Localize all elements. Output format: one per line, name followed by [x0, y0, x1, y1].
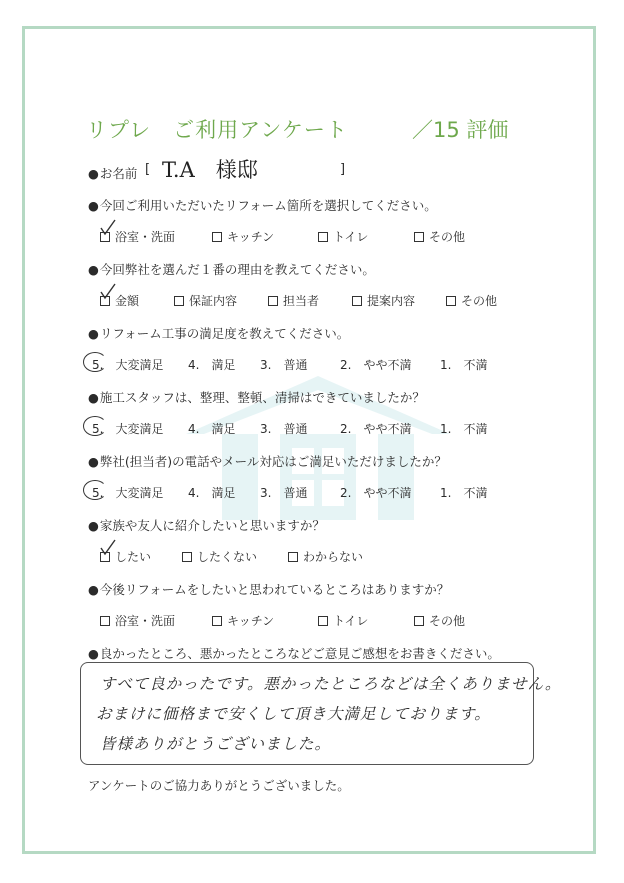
closing-message: アンケートのご協力ありがとうございました。 — [88, 778, 350, 793]
q5-rating-4[interactable]: 4. 満足 — [188, 486, 236, 500]
selection-circle — [83, 352, 107, 372]
question-4: ● 施工スタッフは、整理、整頓、清掃はできていましたか？ — [88, 388, 425, 406]
q5-rating-3[interactable]: 3. 普通 — [260, 486, 308, 500]
selection-circle — [83, 480, 107, 500]
question-3: ● リフォーム工事の満足度を教えてください。 — [88, 324, 349, 342]
q1-option-bath[interactable]: 浴室・洗面 — [100, 228, 175, 245]
q5-rating-5[interactable]: 5. 大変満足 — [92, 486, 164, 500]
q4-rating-4[interactable]: 4. 満足 — [188, 422, 236, 436]
q7-option-bath[interactable]: 浴室・洗面 — [100, 612, 175, 629]
q3-rating-1[interactable]: 1. 不満 — [440, 358, 488, 372]
question-1: ● 今回ご利用いただいたリフォーム箇所を選択してください。 — [88, 196, 437, 214]
question-2: ● 今回弊社を選んだ１番の理由を教えてください。 — [88, 260, 375, 278]
checkbox[interactable] — [414, 232, 424, 242]
q4-rating-5[interactable]: 5. 大変満足 — [92, 422, 164, 436]
q4-rating-2[interactable]: 2. やや不満 — [340, 422, 412, 436]
comment-line-1: すべて良かったです。悪かったところなどは全くありません。 — [100, 675, 562, 693]
checkmark-icon — [99, 282, 119, 302]
q3-rating-3[interactable]: 3. 普通 — [260, 358, 308, 372]
q3-rating-4[interactable]: 4. 満足 — [188, 358, 236, 372]
checkbox[interactable] — [174, 296, 184, 306]
q2-option-proposal[interactable]: 提案内容 — [352, 292, 415, 309]
checkbox[interactable] — [100, 616, 110, 626]
q2-option-warranty[interactable]: 保証内容 — [174, 292, 237, 309]
q1-option-other[interactable]: その他 — [414, 228, 465, 245]
q7-option-other[interactable]: その他 — [414, 612, 465, 629]
name-value: T.A 様邸 — [162, 158, 258, 182]
q2-option-other[interactable]: その他 — [446, 292, 497, 309]
checkbox[interactable] — [318, 616, 328, 626]
checkmark-icon — [99, 538, 119, 558]
score-label: ／15 評価 — [412, 118, 509, 142]
checkbox[interactable] — [318, 232, 328, 242]
q7-option-toilet[interactable]: トイレ — [318, 612, 368, 629]
comment-line-3: 皆様ありがとうございました。 — [100, 735, 332, 753]
question-5: ● 弊社(担当者)の電話やメール対応はご満足いただけましたか？ — [88, 452, 447, 470]
checkbox[interactable] — [212, 616, 222, 626]
q3-rating-5[interactable]: 5. 大変満足 — [92, 358, 164, 372]
q5-rating-1[interactable]: 1. 不満 — [440, 486, 488, 500]
name-bracket-open: [ — [145, 162, 151, 177]
checkbox[interactable] — [352, 296, 362, 306]
checkbox[interactable] — [288, 552, 298, 562]
question-8: ● 良かったところ、悪かったところなどご意見ご感想をお書きください。 — [88, 644, 500, 662]
checkbox[interactable] — [268, 296, 278, 306]
comment-line-2: おまけに価格まで安くして頂き大満足しております。 — [96, 705, 491, 723]
q5-rating-2[interactable]: 2. やや不満 — [340, 486, 412, 500]
checkbox[interactable] — [414, 616, 424, 626]
q6-option-no[interactable]: したくない — [182, 548, 257, 565]
name-bracket-close: ] — [340, 162, 346, 177]
question-7: ● 今後リフォームをしたいと思われているところはありますか？ — [88, 580, 449, 598]
q3-rating-2[interactable]: 2. やや不満 — [340, 358, 412, 372]
survey-title: リプレ ご利用アンケート — [86, 118, 348, 142]
name-label: ● お名前 — [88, 164, 137, 182]
checkbox[interactable] — [212, 232, 222, 242]
checkbox[interactable] — [446, 296, 456, 306]
question-6: ● 家族や友人に紹介したいと思いますか？ — [88, 516, 325, 534]
selection-circle — [83, 416, 107, 436]
q7-option-kitchen[interactable]: キッチン — [212, 612, 274, 629]
q1-option-toilet[interactable]: トイレ — [318, 228, 368, 245]
q6-option-yes[interactable]: したい — [100, 548, 151, 565]
checkbox[interactable] — [182, 552, 192, 562]
q6-option-unsure[interactable]: わからない — [288, 548, 363, 565]
q1-option-kitchen[interactable]: キッチン — [212, 228, 274, 245]
q2-option-price[interactable]: 金額 — [100, 292, 139, 309]
q2-option-staff[interactable]: 担当者 — [268, 292, 319, 309]
q4-rating-1[interactable]: 1. 不満 — [440, 422, 488, 436]
checkmark-icon — [99, 218, 119, 238]
q4-rating-3[interactable]: 3. 普通 — [260, 422, 308, 436]
